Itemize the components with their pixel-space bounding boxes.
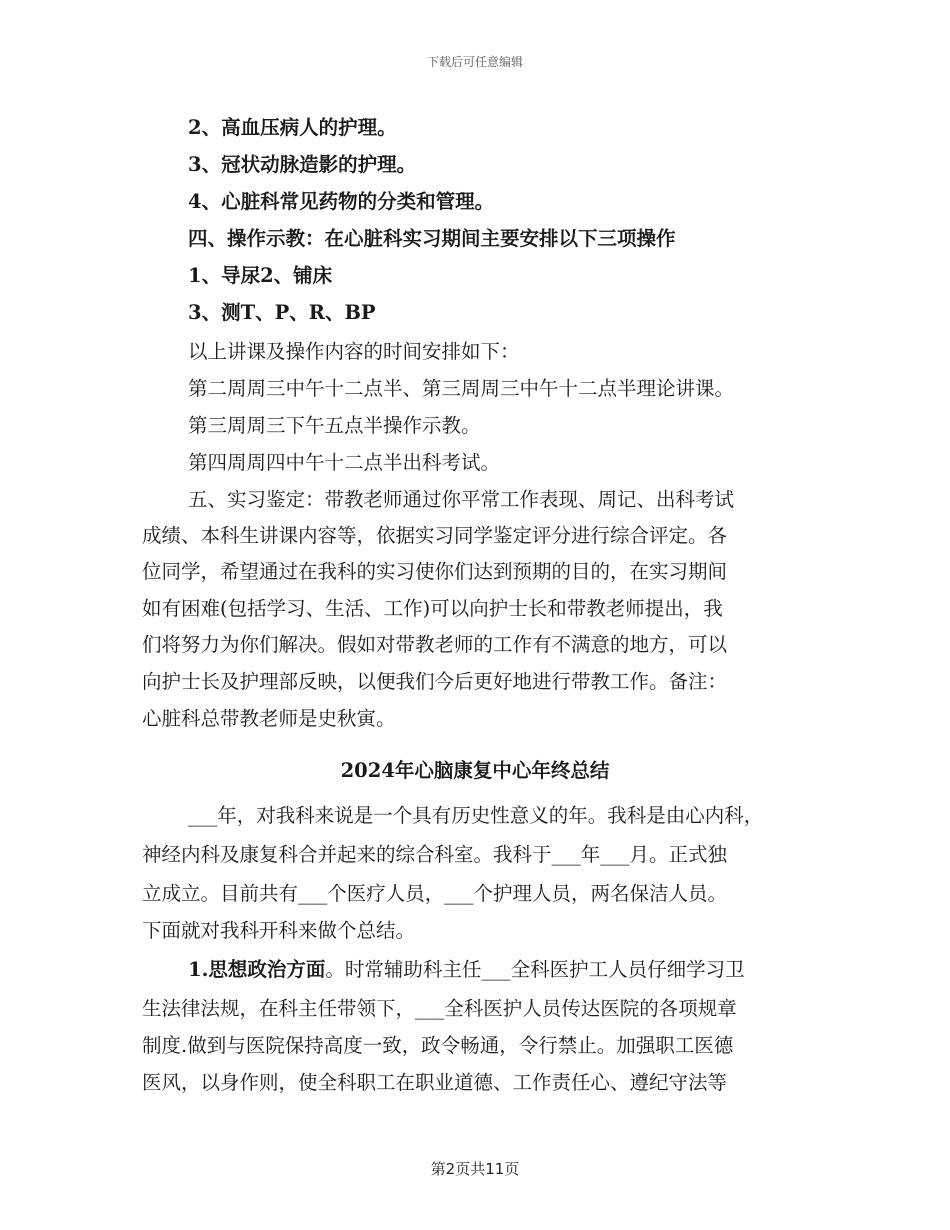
summary-point-1	[188, 957, 745, 983]
summary-line: 下面就对我科开科来做个总结。	[142, 919, 416, 942]
appraisal-line: 心脏科总带教老师是史秋寅。	[142, 707, 396, 730]
summary-line: 立成立。目前共有___个医疗人员，___个护理人员，两名保洁人员。	[142, 882, 728, 905]
appraisal-line: 向护士长及护理部反映，以便我们今后更好地进行带教工作。备注：	[142, 670, 728, 693]
schedule-intro: 以上讲课及操作内容的时间安排如下：	[188, 340, 520, 363]
point-heading: 1.思想政治方面	[188, 958, 326, 981]
summary-title: 2024年心脑康复中心年终总结	[340, 759, 610, 782]
appraisal-line: 如有困难(包括学习、生活、工作)可以向护士长和带教老师提出，我	[142, 597, 723, 620]
schedule-item: 第四周周四中午十二点半出科考试。	[188, 451, 501, 474]
summary-line: ___年，对我科来说是一个具有历史性意义的年。我科是由心内科，	[188, 804, 764, 827]
appraisal-line: 成绩、本科生讲课内容等，依据实习同学鉴定评分进行综合评定。各	[142, 524, 728, 547]
list-item: 4、心脏科常见药物的分类和管理。	[188, 190, 495, 213]
list-item: 2、高血压病人的护理。	[188, 116, 397, 139]
point-text: 。时常辅助科主任___全科医护工人员仔细学习卫	[325, 958, 745, 981]
summary-line: 医风，以身作则，使全科职工在职业道德、工作责任心、遵纪守法等	[142, 1071, 728, 1094]
summary-line: 生法律法规，在科主任带领下，___全科医护人员传达医院的各项规章	[142, 997, 737, 1020]
list-item: 1、导尿2、铺床	[188, 264, 333, 287]
section-heading: 四、操作示教：在心脏科实习期间主要安排以下三项操作	[188, 227, 676, 250]
page-footer: 第2页共11页	[430, 1160, 520, 1178]
list-item: 3、测T、P、R、BP	[188, 301, 376, 324]
summary-line: 神经内科及康复科合并起来的综合科室。我科于___年___月。正式独	[142, 843, 728, 866]
summary-line: 制度.做到与医院保持高度一致，政令畅通，令行禁止。加强职工医德	[142, 1034, 734, 1057]
list-item: 3、冠状动脉造影的护理。	[188, 153, 417, 176]
appraisal-line: 位同学，希望通过在我科的实习使你们达到预期的目的，在实习期间	[142, 560, 728, 583]
appraisal-line: 们将努力为你们解决。假如对带教老师的工作有不满意的地方，可以	[142, 633, 728, 656]
page-header: 下载后可任意编辑	[426, 55, 523, 69]
schedule-item: 第二周周三中午十二点半、第三周周三中午十二点半理论讲课。	[188, 377, 735, 400]
appraisal-line: 五、实习鉴定：带教老师通过你平常工作表现、周记、出科考试	[188, 488, 735, 511]
schedule-item: 第三周周三下午五点半操作示教。	[188, 414, 481, 437]
